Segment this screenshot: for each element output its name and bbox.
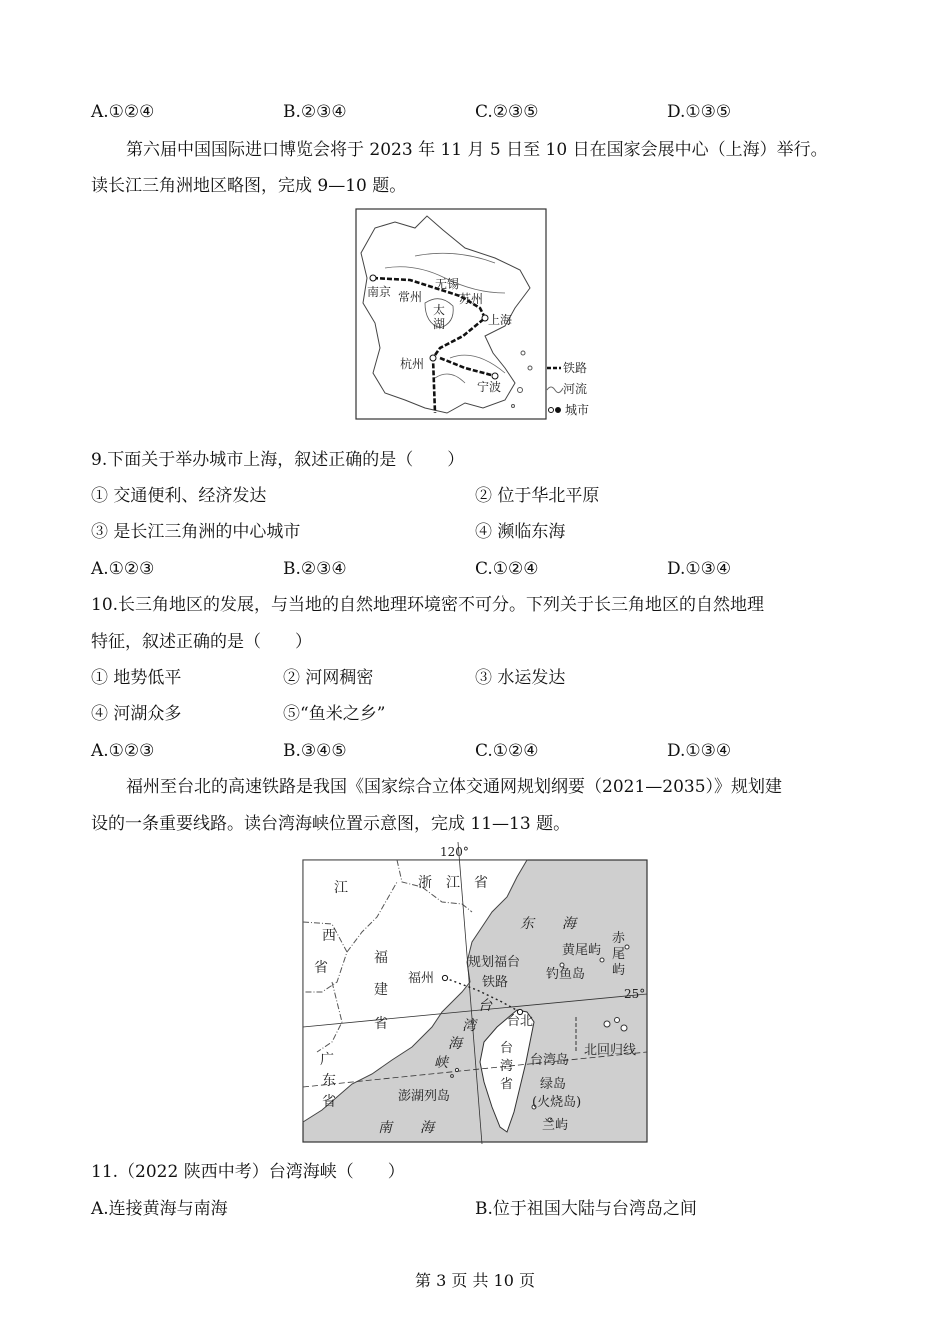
legend-city-icon — [549, 408, 554, 413]
q9-item-2: ② 位于华北平原 — [475, 486, 600, 506]
q10-option-b: B.③④⑤ — [283, 741, 347, 761]
q10-item-4: ④ 河湖众多 — [91, 704, 182, 724]
q9-option-c: C.①②④ — [475, 559, 539, 579]
taiwan-island-label: 台湾岛 — [530, 1053, 570, 1068]
q10-option-c: C.①②④ — [475, 741, 539, 761]
chiwei-char-2: 尾 — [612, 947, 626, 962]
railway-label-1: 规划福台 — [468, 955, 521, 970]
q8-option-b: B.②③④ — [283, 102, 347, 122]
chiwei-char-3: 屿 — [612, 963, 626, 978]
fuzhou-label: 福州 — [408, 971, 435, 986]
q9-item-3: ③ 是长江三角洲的中心城市 — [91, 522, 301, 542]
diaoyu-label: 钓鱼岛 — [546, 967, 586, 982]
taiwan-strait-map — [302, 842, 650, 1144]
city-changzhou: 常州 — [398, 290, 423, 304]
q8-option-a: A.①②④ — [91, 102, 155, 122]
q10-item-5: ⑤“鱼米之乡” — [283, 704, 386, 724]
railway-label-2: 铁路 — [482, 975, 509, 990]
taiwan-prov-char-2: 湾 — [500, 1059, 514, 1074]
q10-item-3: ③ 水运发达 — [475, 668, 566, 688]
guangdong-char-1: 广 — [320, 1052, 334, 1068]
huangwei-label: 黄尾屿 — [562, 943, 602, 958]
lake-char-2: 湖 — [433, 317, 446, 331]
q11-option-a: A.连接黄海与南海 — [91, 1199, 228, 1219]
tropic-label: 北回归线 — [584, 1043, 637, 1058]
donghai-label: 东 海 — [520, 916, 576, 932]
q10-option-a: A.①②③ — [91, 741, 155, 761]
q11-stem: 11.（2022 陕西中考）台湾海峡（ ） — [91, 1162, 405, 1182]
q9-option-b: B.②③④ — [283, 559, 347, 579]
q10-item-2: ② 河网稠密 — [283, 668, 374, 688]
q8-option-c: C.②③⑤ — [475, 102, 539, 122]
chiwei-char-1: 赤 — [612, 931, 626, 946]
nanhai-label: 南 海 — [378, 1120, 434, 1136]
penghu-label: 澎湖列岛 — [398, 1089, 451, 1104]
lvdao-label-1: 绿岛 — [540, 1077, 567, 1092]
page-footer: 第 3 页 共 10 页 — [415, 1271, 535, 1290]
city-shanghai: 上海 — [488, 313, 513, 327]
jiangxi-char-3: 省 — [314, 960, 328, 976]
fujian-char-3: 省 — [374, 1016, 388, 1032]
latitude-label: 25° — [624, 987, 646, 1001]
q9-option-a: A.①②③ — [91, 559, 155, 579]
q8-option-d: D.①③⑤ — [667, 102, 732, 122]
jiangxi-char-2: 西 — [322, 928, 336, 944]
longitude-label: 120° — [440, 845, 469, 859]
taiwan-prov-char-1: 台 — [500, 1041, 514, 1056]
strait-char-2: 湾 — [462, 1018, 476, 1034]
lanyu-label: 兰屿 — [542, 1118, 569, 1133]
taiwan-prov-char-3: 省 — [500, 1077, 514, 1092]
q10-item-1: ① 地势低平 — [91, 668, 182, 688]
city-suzhou: 苏州 — [459, 292, 484, 306]
q9-item-4: ④ 濒临东海 — [475, 522, 566, 542]
zhejiang-label: 浙 江 省 — [418, 875, 488, 891]
strait-char-1: 台 — [478, 998, 492, 1014]
q9-item-1: ① 交通便利、经济发达 — [91, 486, 267, 506]
fujian-char-1: 福 — [374, 950, 388, 966]
intro1-line2: 读长江三角洲地区略图，完成 9—10 题。 — [91, 176, 407, 196]
city-wuxi: 无锡 — [435, 277, 460, 291]
intro1-line1: 第六届中国国际进口博览会将于 2023 年 11 月 5 日至 10 日在国家会展中心（上海）举行。 — [126, 140, 828, 160]
taibei-label: 台北 — [507, 1014, 534, 1029]
legend-railway: 铁路 — [563, 361, 588, 375]
legend-river-icon — [547, 387, 563, 393]
q9-option-d: D.①③④ — [667, 559, 732, 579]
lvdao-label-2: (火烧岛) — [532, 1095, 582, 1110]
q10-stem-2: 特征，叙述正确的是（ ） — [91, 632, 312, 652]
q10-stem-1: 10.长三角地区的发展，与当地的自然地理环境密不可分。下列关于长三角地区的自然地理 — [91, 595, 765, 615]
guangdong-char-2: 东 — [322, 1073, 336, 1089]
strait-char-3: 海 — [448, 1036, 462, 1052]
q9-stem: 9.下面关于举办城市上海，叙述正确的是（ ） — [91, 450, 465, 470]
q10-option-d: D.①③④ — [667, 741, 732, 761]
guangdong-char-3: 省 — [322, 1094, 336, 1110]
q11-option-b: B.位于祖国大陆与台湾岛之间 — [475, 1199, 697, 1219]
legend-river: 河流 — [563, 382, 588, 396]
city-nanjing: 南京 — [367, 285, 392, 299]
city-hangzhou: 杭州 — [400, 357, 425, 371]
lake-char-1: 太 — [433, 303, 446, 317]
strait-char-4: 峡 — [434, 1055, 448, 1071]
jiangxi-char-1: 江 — [334, 880, 348, 896]
fujian-char-2: 建 — [374, 982, 388, 998]
legend-city: 城市 — [565, 403, 590, 417]
intro2-line1: 福州至台北的高速铁路是我国《国家综合立体交通网规划纲要（2021—2035）》规划建 — [126, 777, 783, 797]
yangtze-delta-map — [355, 208, 597, 421]
intro2-line2: 设的一条重要线路。读台湾海峡位置示意图，完成 11—13 题。 — [91, 814, 571, 834]
city-ningbo: 宁波 — [477, 380, 502, 394]
